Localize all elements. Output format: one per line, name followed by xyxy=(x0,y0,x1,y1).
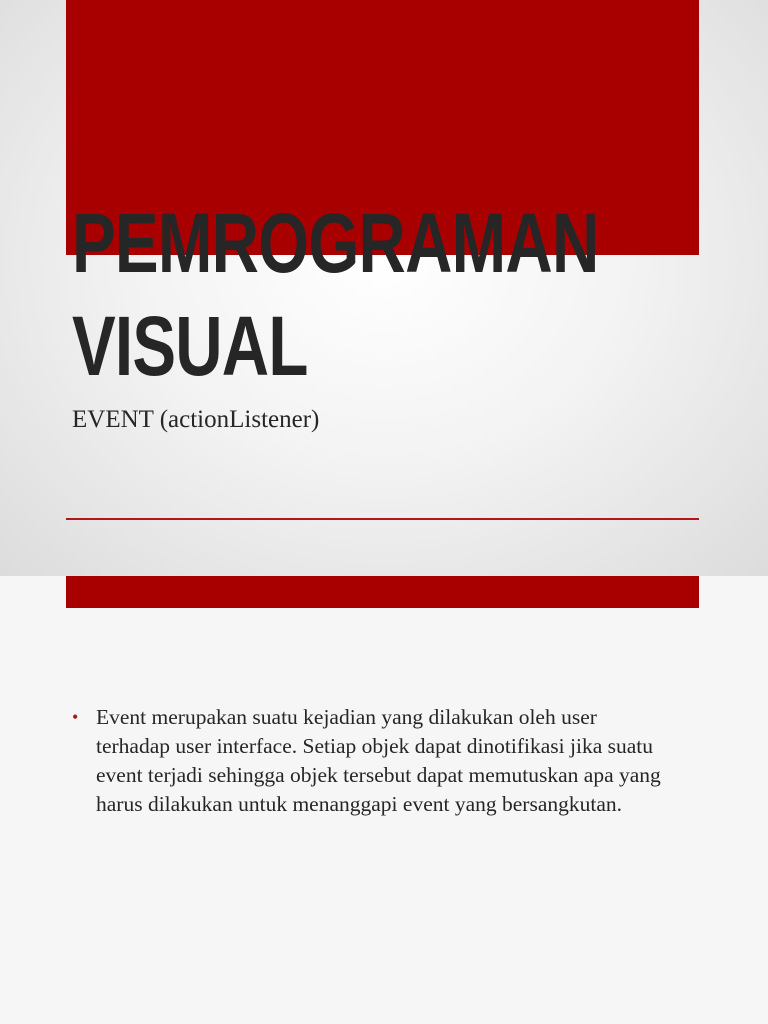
red-divider-line xyxy=(66,518,699,520)
content-slide xyxy=(0,576,768,1024)
slide-title xyxy=(72,192,610,398)
slide-title-line: PEMROGRAMAN xyxy=(72,196,599,290)
bullet-dot-icon: • xyxy=(72,707,79,727)
red-header-block xyxy=(66,576,699,608)
slide-title-line: VISUAL xyxy=(72,299,308,393)
slide-subtitle: EVENT (actionListener) xyxy=(72,406,320,433)
bullet-list xyxy=(72,703,672,819)
bullet-text: Event merupakan suatu kejadian yang dilakukan oleh user terhadap user interface. Setiap objek dapat dinotifikasi jika suatu event terjadi sehingga objek tersebut dapat memutuskan apa yang harus dilakukan untuk menanggapi event yang bersangkutan. xyxy=(96,705,661,816)
bullet-item xyxy=(72,703,672,819)
